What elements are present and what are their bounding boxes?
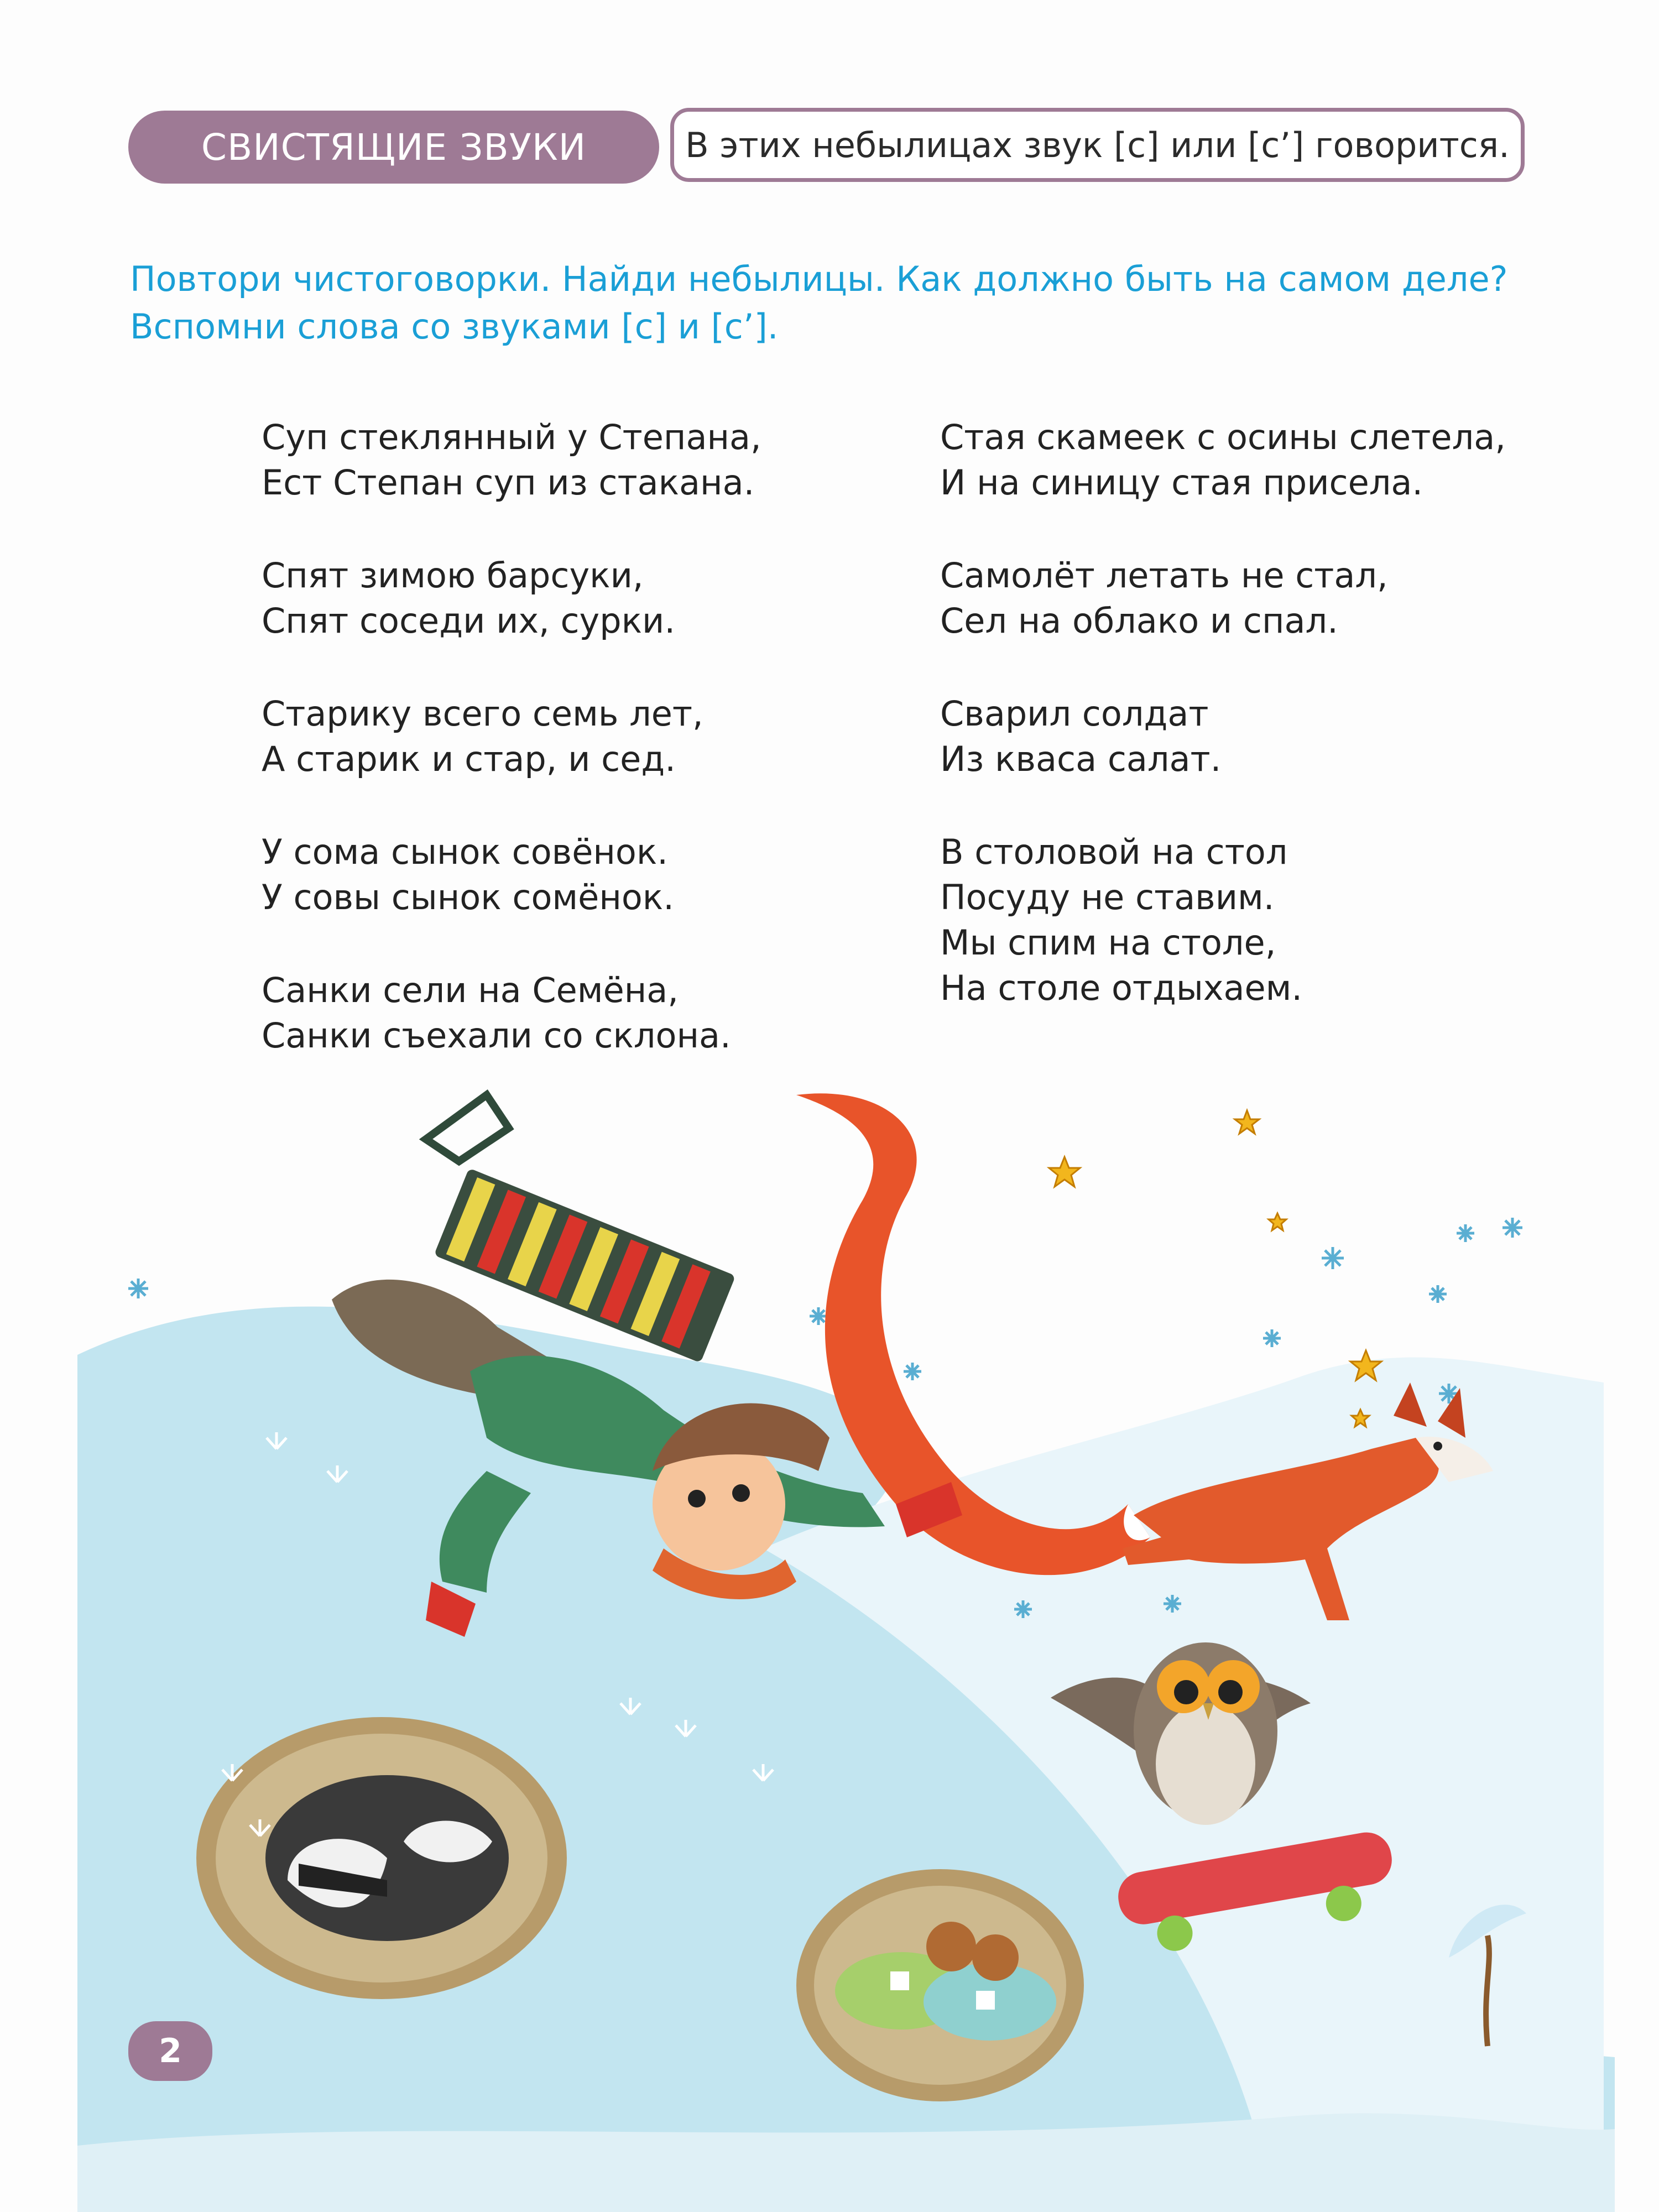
instruction-line: Повтори чистоговорки. Найди небылицы. Как должно быть на самом деле? <box>130 259 1508 299</box>
poem-line: Из кваса салат. <box>940 739 1222 779</box>
poem-line: Санки сели на Семёна, <box>262 970 679 1010</box>
poem-line: Мы спим на столе, <box>940 922 1276 963</box>
poem-line: Суп стеклянный у Степана, <box>262 417 761 457</box>
poem <box>262 553 898 644</box>
poem <box>940 415 1559 505</box>
poem <box>262 691 898 782</box>
poem-line: Сварил солдат <box>940 693 1209 734</box>
badger-icon <box>265 1775 509 1941</box>
instruction <box>130 255 1524 351</box>
poems-left-column <box>262 415 898 1106</box>
poem-line: Сел на облако и спал. <box>940 601 1338 641</box>
badger-burrow <box>196 1717 567 1999</box>
header-note-box <box>670 108 1525 182</box>
poem-line: Спят зимою барсуки, <box>262 555 644 596</box>
poem-line: У сома сынок совёнок. <box>262 832 668 872</box>
poem-line: Спят соседи их, сурки. <box>262 601 676 641</box>
poem <box>940 691 1559 782</box>
section-title-badge <box>128 111 659 184</box>
poem-line: Посуду не ставим. <box>940 877 1275 917</box>
poem-line: Самолёт летать не стал, <box>940 555 1388 596</box>
page-number: 2 <box>159 2032 182 2070</box>
poem-line: И на синицу стая присела. <box>940 462 1423 503</box>
poem-line: У совы сынок сомёнок. <box>262 877 674 917</box>
poem <box>262 415 898 505</box>
poem-line: Ест Степан суп из стакана. <box>262 462 755 503</box>
page-number-badge <box>128 2021 212 2081</box>
winter-illustration <box>0 1051 1659 2212</box>
poems-right-column <box>940 415 1559 1058</box>
poem-line: Стая скамеек с осины слетела, <box>940 417 1506 457</box>
poem-line: В столовой на стол <box>940 832 1288 872</box>
poem-line: А старик и стар, и сед. <box>262 739 676 779</box>
header-note: В этих небылицах звук [с] или [с’] говорится. <box>685 124 1510 165</box>
poem-line: Старику всего семь лет, <box>262 693 703 734</box>
poem <box>940 830 1559 1011</box>
poem <box>940 553 1559 644</box>
poem <box>262 968 898 1058</box>
poem-line: Санки съехали со склона. <box>262 1015 731 1056</box>
poem <box>262 830 898 920</box>
marmots-burrow <box>796 1869 1084 2101</box>
instruction-line: Вспомни слова со звуками [с] и [с’]. <box>130 306 779 347</box>
section-title: СВИСТЯЩИЕ ЗВУКИ <box>201 126 587 169</box>
poem-line: На столе отдыхаем. <box>940 968 1303 1008</box>
